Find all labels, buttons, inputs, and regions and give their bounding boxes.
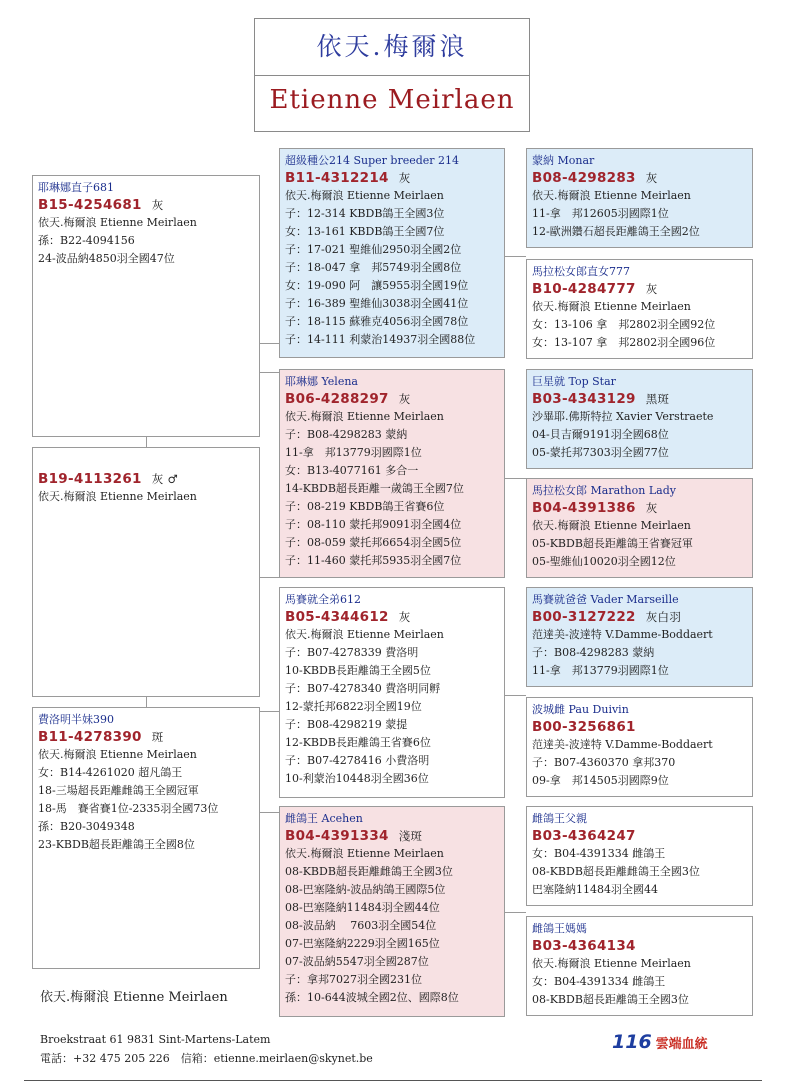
- connector-dam-dd: [260, 812, 279, 813]
- sire-name: 耶琳娜直子681: [38, 181, 114, 194]
- sd-ring: B06-4288297: [285, 391, 389, 407]
- sds-ring: B03-4343129: [532, 391, 636, 407]
- ssd-color: 灰: [645, 282, 658, 296]
- sss-line: 11-拿 邦12605羽國際1位: [532, 207, 669, 220]
- dds-box: [526, 806, 753, 906]
- ssd-line: 依天.梅爾浪 Etienne Meirlaen: [532, 300, 691, 313]
- sss-ring: B08-4298283: [532, 170, 636, 186]
- connector-ss-parents: [505, 256, 526, 257]
- ds-name: 馬賽就全弟612: [285, 593, 361, 606]
- connector-sire-ss: [260, 343, 279, 344]
- sd-line: 11-拿 邦13779羽國際1位: [285, 446, 422, 459]
- sss-line: 12-歐洲鑽石超長距離鴿王全國2位: [532, 225, 700, 238]
- sd-line: 子：08-110 蒙托邦9091羽全國4位: [285, 518, 462, 531]
- dss-box: [526, 587, 753, 687]
- ds-ring: B05-4344612: [285, 609, 389, 625]
- dsd-line: 子：B07-4360370 拿邦370: [532, 756, 676, 769]
- ss-line: 子：12-314 KBDB鴿王全國3位: [285, 207, 445, 220]
- sire-box: [32, 175, 260, 437]
- ssd-ring: B10-4284777: [532, 281, 636, 297]
- dd-color: 淺斑: [398, 829, 423, 843]
- sd-name: 耶琳娜 Yelena: [285, 375, 358, 388]
- ds-line: 10-利蒙治10448羽全國36位: [285, 772, 429, 785]
- connector-sd-parents: [505, 478, 526, 479]
- dam-color: 斑: [151, 730, 164, 744]
- owner-name: 依天.梅爾浪 Etienne Meirlaen: [40, 990, 228, 1005]
- connector-subject-gen2: [260, 577, 279, 578]
- sds-name: 巨星就 Top Star: [532, 375, 616, 388]
- ds-line: 12-蒙托邦6822羽全國19位: [285, 700, 422, 713]
- connector-ds-parents: [505, 695, 526, 696]
- ss-line: 子：16-389 聖維仙3038羽全國41位: [285, 297, 469, 310]
- ss-color: 灰: [398, 171, 411, 185]
- dss-line: 11-拿 邦13779羽國際1位: [532, 664, 669, 677]
- dd-line: 07-波品納5547羽全國287位: [285, 955, 429, 968]
- dds-ring: B03-4364247: [532, 828, 636, 844]
- ds-line: 子：B07-4278340 費洛明同孵: [285, 682, 441, 695]
- dam-line: 孫：B20-3049348: [38, 820, 135, 833]
- dd-name: 雌鴿王 Acehen: [285, 812, 363, 825]
- dam-ring: B11-4278390: [38, 729, 142, 745]
- subject-line: 依天.梅爾浪 Etienne Meirlaen: [38, 490, 197, 503]
- sd-line: 子：B08-4298283 蒙納: [285, 428, 408, 441]
- sdd-line: 05-聖維仙10020羽全國12位: [532, 555, 676, 568]
- dsd-ring: B00-3256861: [532, 719, 636, 735]
- connector-subject-sire: [146, 437, 147, 447]
- ss-line: 女：13-161 KBDB鴿王全國7位: [285, 225, 445, 238]
- sd-line: 子：08-059 蒙托邦6654羽全國5位: [285, 536, 462, 549]
- sire-line: 24-波品納4850羽全國47位: [38, 252, 175, 265]
- sire-ring: B15-4254681: [38, 197, 142, 213]
- dsd-line: 09-拿 邦14505羽國際9位: [532, 774, 669, 787]
- ds-line: 子：B08-4298219 蒙提: [285, 718, 408, 731]
- sd-line: 14-KBDB超長距離一歲鴿王全國7位: [285, 482, 464, 495]
- title-english: Etienne Meirlaen: [269, 85, 515, 115]
- sd-line: 子：08-219 KBDB鴿王省賽6位: [285, 500, 445, 513]
- dd-line: 08-巴塞隆納11484羽全國44位: [285, 901, 440, 914]
- sdd-line: 依天.梅爾浪 Etienne Meirlaen: [532, 519, 691, 532]
- ds-line: 依天.梅爾浪 Etienne Meirlaen: [285, 628, 444, 641]
- title-chinese: 依天.梅爾浪: [255, 19, 529, 76]
- connector-dam-ds: [260, 711, 279, 712]
- sds-box: [526, 369, 753, 469]
- dss-line: 子：B08-4298283 蒙納: [532, 646, 655, 659]
- sds-line: 沙畢耶.佛斯特拉 Xavier Verstraete: [532, 410, 714, 423]
- dd-line: 依天.梅爾浪 Etienne Meirlaen: [285, 847, 444, 860]
- sire-dam-box: [279, 369, 505, 578]
- dss-color: 灰白羽: [645, 610, 682, 624]
- ss-name: 超級種公214 Super breeder 214: [285, 154, 460, 167]
- dd-line: 孫：10-644波城全國2位、國際8位: [285, 991, 459, 1004]
- dd-ring: B04-4391334: [285, 828, 389, 844]
- ds-line: 12-KBDB長距離鴿王省賽6位: [285, 736, 431, 749]
- ds-line: 子：B07-4278339 費洛明: [285, 646, 419, 659]
- ss-ring: B11-4312214: [285, 170, 389, 186]
- sire-color: 灰: [151, 198, 164, 212]
- ss-line: 子：18-047 拿 邦5749羽全國8位: [285, 261, 462, 274]
- subject-ring: B19-4113261: [38, 471, 142, 487]
- dds-line: 08-KBDB超長距離雌鴿王全國3位: [532, 865, 700, 878]
- sire-line: 依天.梅爾浪 Etienne Meirlaen: [38, 216, 197, 229]
- sd-color: 灰: [398, 392, 411, 406]
- sd-line: 女：B13-4077161 多合一: [285, 464, 419, 477]
- sdd-color: 灰: [645, 501, 658, 515]
- sire-line: 孫：B22-4094156: [38, 234, 135, 247]
- logo-text: 雲端血統: [655, 1037, 708, 1052]
- dam-box: [32, 707, 260, 969]
- sds-color: 黑斑: [645, 392, 670, 406]
- dam-sire-box: [279, 587, 505, 798]
- ssd-line: 女：13-106 拿 邦2802羽全國92位: [532, 318, 716, 331]
- ssd-line: 女：13-107 拿 邦2802羽全國96位: [532, 336, 716, 349]
- contact-info: 電話：+32 475 205 226 信箱：etienne.meirlaen@skynet.be: [40, 1052, 373, 1065]
- dam-line: 23-KBDB超長距離鴿王全國8位: [38, 838, 195, 851]
- dss-ring: B00-3127222: [532, 609, 636, 625]
- ss-line: 子：17-021 聖維仙2950羽全國2位: [285, 243, 462, 256]
- dam-line: 18-三場超長距離雌鴿王全國冠軍: [38, 784, 199, 797]
- sds-line: 05-蒙托邦7303羽全國77位: [532, 446, 669, 459]
- address: Broekstraat 61 9831 Sint-Martens-Latem: [40, 1033, 271, 1046]
- sdd-ring: B04-4391386: [532, 500, 636, 516]
- sss-box: [526, 148, 753, 248]
- subject-color: 灰 ♂: [151, 472, 179, 486]
- dds-line: 女：B04-4391334 雌鴿王: [532, 847, 666, 860]
- sd-line: 子：11-460 蒙托邦5935羽全國7位: [285, 554, 462, 567]
- dds-line: 巴塞隆納11484羽全國44: [532, 883, 658, 896]
- ss-line: 依天.梅爾浪 Etienne Meirlaen: [285, 189, 444, 202]
- ssd-box: [526, 259, 753, 359]
- connector-sire-sd: [260, 372, 279, 373]
- sire-sire-box: [279, 148, 505, 358]
- sd-line: 依天.梅爾浪 Etienne Meirlaen: [285, 410, 444, 423]
- ss-line: 女：19-090 阿 讓5955羽全國19位: [285, 279, 469, 292]
- sds-line: 04-貝吉爾9191羽全國68位: [532, 428, 669, 441]
- dsd-line: 范達美-波達特 V.Damme-Boddaert: [532, 738, 713, 751]
- connector-subject-dam: [146, 697, 147, 707]
- dam-line: 女：B14-4261020 超凡鴿王: [38, 766, 183, 779]
- dds-name: 雌鴿王父親: [532, 812, 587, 825]
- dd-line: 08-KBDB超長距離雌鴿王全國3位: [285, 865, 453, 878]
- logo-number: 116: [612, 1031, 652, 1053]
- dss-name: 馬賽就爸爸 Vader Marseille: [532, 593, 679, 606]
- ddd-ring: B03-4364134: [532, 938, 636, 954]
- title-box: [254, 18, 530, 132]
- sdd-line: 05-KBDB超長距離鴿王省賽冠軍: [532, 537, 693, 550]
- ddd-line: 女：B04-4391334 雌鴿王: [532, 975, 666, 988]
- ds-line: 10-KBDB長距離鴿王全國5位: [285, 664, 431, 677]
- ds-color: 灰: [398, 610, 411, 624]
- dss-line: 范達美-波達特 V.Damme-Boddaert: [532, 628, 713, 641]
- dd-line: 08-波品納 7603羽全國54位: [285, 919, 437, 932]
- dsd-name: 波城雌 Pau Duivin: [532, 703, 629, 716]
- sss-line: 依天.梅爾浪 Etienne Meirlaen: [532, 189, 691, 202]
- sss-color: 灰: [645, 171, 658, 185]
- sdd-name: 馬拉松女郎 Marathon Lady: [532, 484, 676, 497]
- dam-line: 18-馬 賽省賽1位-2335羽全國73位: [38, 802, 219, 815]
- connector-dd-parents: [505, 912, 526, 913]
- subject-box: [32, 447, 260, 697]
- bottom-divider: [24, 1080, 762, 1081]
- dam-line: 依天.梅爾浪 Etienne Meirlaen: [38, 748, 197, 761]
- sss-name: 蒙納 Monar: [532, 154, 595, 167]
- ddd-line: 依天.梅爾浪 Etienne Meirlaen: [532, 957, 691, 970]
- dd-line: 08-巴塞隆納-波品納鴿王國際5位: [285, 883, 446, 896]
- ssd-name: 馬拉松女郎直女777: [532, 265, 630, 278]
- sdd-box: [526, 478, 753, 578]
- ds-line: 子：B07-4278416 小費洛明: [285, 754, 430, 767]
- logo: [612, 1031, 708, 1053]
- ddd-name: 雌鴿王媽媽: [532, 922, 587, 935]
- dd-line: 子：拿邦7027羽全國231位: [285, 973, 422, 986]
- dam-dam-box: [279, 806, 505, 1017]
- dsd-box: [526, 697, 753, 797]
- dam-name: 費洛明半妹390: [38, 713, 114, 726]
- ss-line: 子：18-115 蘇雅克4056羽全國78位: [285, 315, 469, 328]
- dd-line: 07-巴塞隆納2229羽全國165位: [285, 937, 440, 950]
- ss-line: 子：14-111 利蒙治14937羽全國88位: [285, 333, 476, 346]
- ddd-line: 08-KBDB超長距離鴿王全國3位: [532, 993, 689, 1006]
- ddd-box: [526, 916, 753, 1016]
